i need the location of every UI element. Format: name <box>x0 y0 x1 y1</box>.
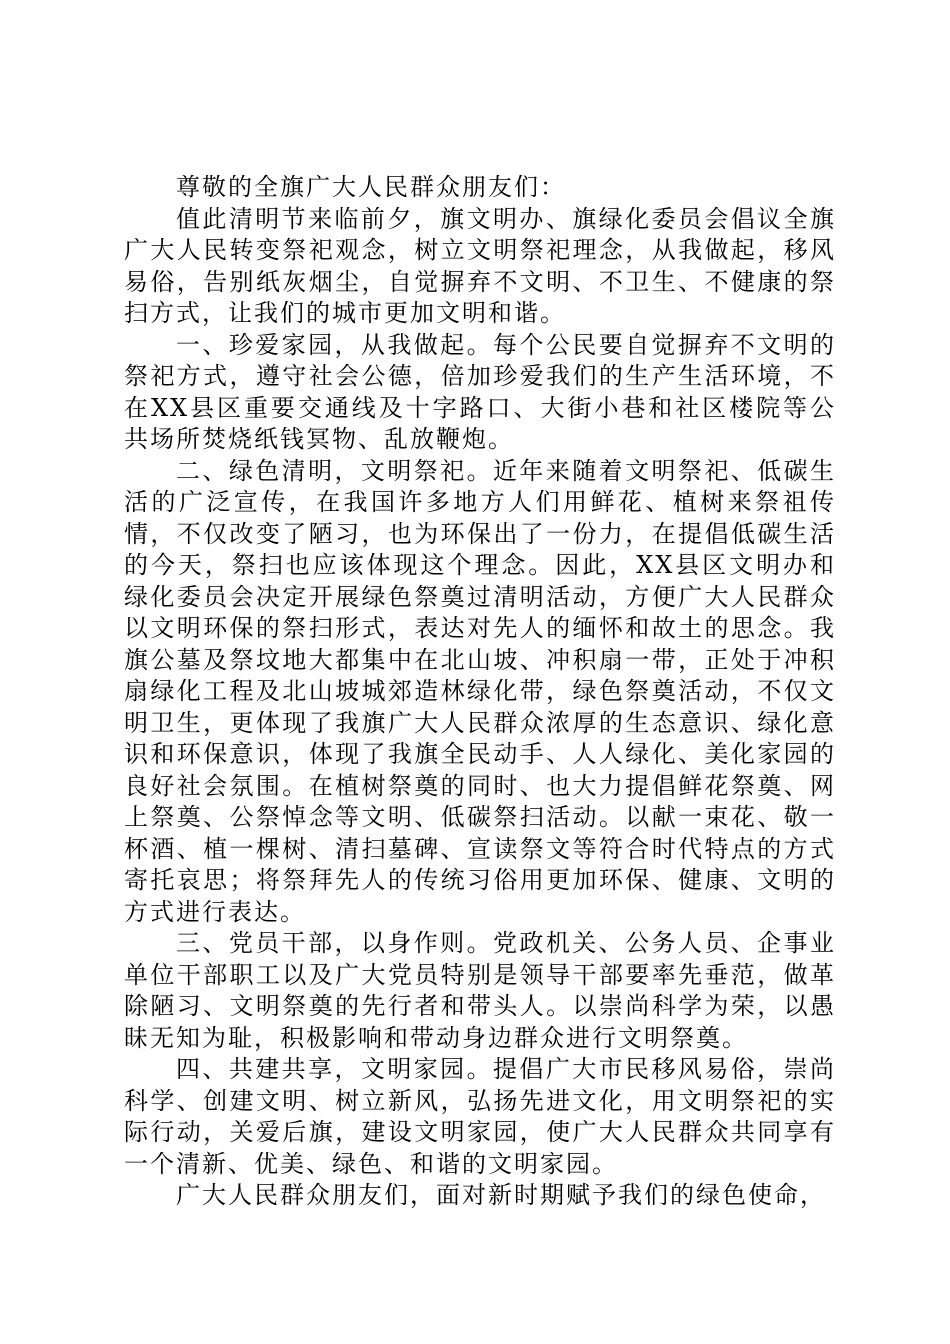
salutation: 尊敬的全旗广大人民群众朋友们： <box>176 173 566 201</box>
paragraph-point-4: 四、共建共享，文明家园。提倡广大市民移风易俗，崇尚科学、创建文明、树立新风，弘扬先进文化，用文明祭祀的实际行动，关爱后旗，建设文明家园，使广大人民群众共同享有一个清新、优美、绿色、和谐的文明家园。 <box>124 1055 836 1178</box>
paragraph-closing: 广大人民群众朋友们，面对新时期赋予我们的绿色使命， <box>176 1181 826 1209</box>
paragraph-point-2: 二、绿色清明，文明祭祀。近年来随着文明祭祀、低碳生活的广泛宣传，在我国许多地方人们用鲜花、植树来祭祖传情，不仅改变了陋习，也为环保出了一份力，在提倡低碳生活的今天，祭扫也应该体现这个理念。因此，XX县区文明办和绿化委员会决定开展绿色祭奠过清明活动，方便广大人民群众以文明环保的祭扫形式，表达对先人的缅怀和故土的思念。我旗公墓及祭坟地大都集中在北山坡、冲积扇一带，正处于冲积扇绿化工程及北山坡城郊造林绿化带，绿色祭奠活动，不仅文明卫生，更体现了我旗广大人民群众浓厚的生态意识、绿化意识和环保意识，体现了我旗全民动手、人人绿化、美化家园的良好社会氛围。在植树祭奠的同时、也大力提倡鲜花祭奠、网上祭奠、公祭悼念等文明、低碳祭扫活动。以献一束花、敬一杯酒、植一棵树、清扫墓碑、宣读祭文等符合时代特点的方式寄托哀思；将祭拜先人的传统习俗用更加环保、健康、文明的方式进行表达。 <box>124 456 836 926</box>
document-body <box>124 172 836 1212</box>
paragraph-point-3: 三、党员干部，以身作则。党政机关、公务人员、企事业单位干部职工以及广大党员特别是领导干部要率先垂范，做革除陋习、文明祭奠的先行者和带头人。以崇尚科学为荣，以愚昧无知为耻，积极影响和带动身边群众进行文明祭奠。 <box>124 929 836 1052</box>
paragraph-intro: 值此清明节来临前夕，旗文明办、旗绿化委员会倡议全旗广大人民转变祭祀观念，树立文明祭祀理念，从我做起，移风易俗，告别纸灰烟尘，自觉摒弃不文明、不卫生、不健康的祭扫方式，让我们的城市更加文明和谐。 <box>124 204 836 327</box>
paragraph-point-1: 一、珍爱家园，从我做起。每个公民要自觉摒弃不文明的祭祀方式，遵守社会公德，倍加珍爱我们的生产生活环境，不在XX县区重要交通线及十字路口、大街小巷和社区楼院等公共场所焚烧纸钱冥物、乱放鞭炮。 <box>124 330 836 453</box>
